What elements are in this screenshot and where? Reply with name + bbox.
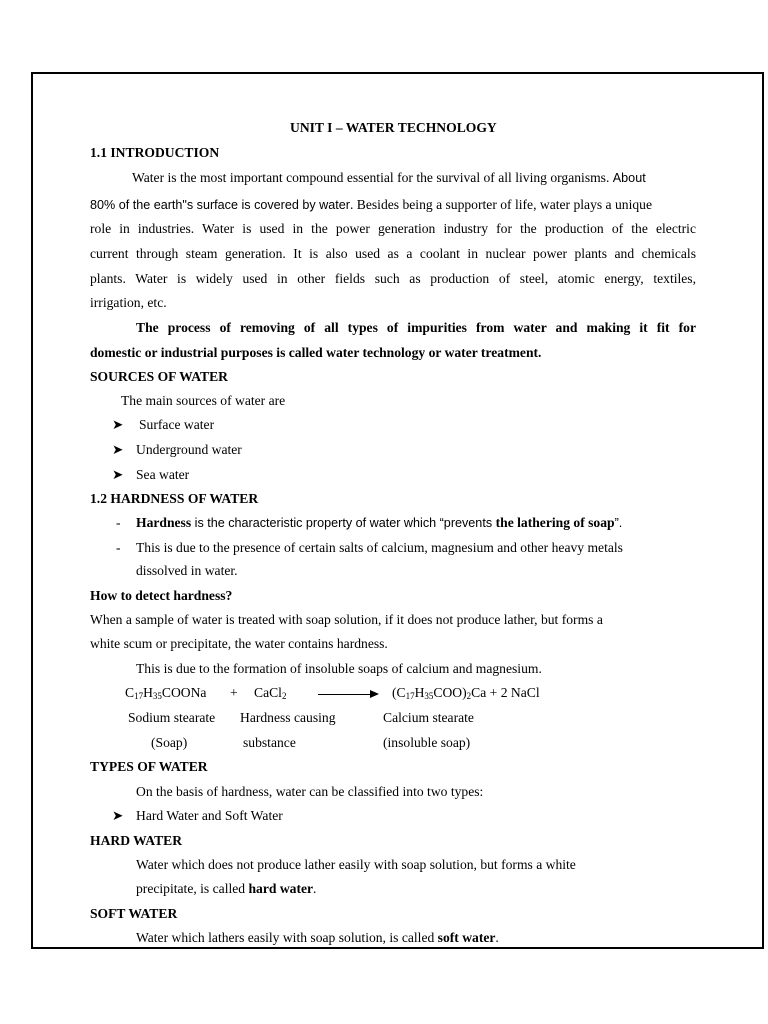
sources-lead: The main sources of water are	[121, 393, 286, 408]
list-item	[112, 467, 190, 483]
section-heading-introduction: 1.1 INTRODUCTION	[90, 145, 220, 160]
section-heading-types: TYPES OF WATER	[90, 759, 208, 774]
subheading-detect-hardness: How to detect hardness?	[90, 588, 233, 603]
reaction-label: substance	[243, 735, 296, 750]
reaction-label: Calcium stearate	[383, 710, 474, 725]
intro-text-sans: About	[612, 171, 646, 185]
hardness-cause-line-2: dissolved in water.	[136, 563, 238, 578]
list-item-label: Underground water	[136, 442, 242, 457]
list-item	[112, 417, 215, 433]
section-heading-soft-water: SOFT WATER	[90, 906, 178, 921]
intro-text: . Besides being a supporter of life, water plays a unique	[349, 197, 652, 212]
intro-paragraph-line-3: role in industries. Water is used in the power generation industry for the production of the electric	[90, 221, 696, 236]
hardness-definition: is the characteristic property of water which “prevents	[191, 516, 496, 530]
section-heading-sources: SOURCES OF WATER	[90, 369, 228, 384]
intro-paragraph-line-2	[90, 197, 652, 213]
hardness-bullet-1	[116, 515, 623, 531]
dash-bullet-icon: -	[116, 540, 121, 555]
reaction-label: (insoluble soap)	[383, 735, 471, 750]
dash-bullet-icon: -	[116, 515, 121, 530]
list-item	[112, 442, 242, 458]
hard-water-line-1: Water which does not produce lather easily with soap solution, but forms a white	[136, 857, 576, 872]
reactant-calcium-chloride: CaCl$_2$	[254, 685, 287, 701]
plus-sign: +	[230, 685, 238, 700]
intro-text-sans: 80% of the earth"s surface is covered by water	[90, 198, 350, 212]
hardness-bullet-2	[116, 540, 623, 556]
definition-line-2: domestic or industrial purposes is called water technology or water treatment.	[90, 345, 542, 360]
arrowhead-bullet-icon: ➤	[112, 808, 124, 823]
hard-water-term: hard water	[248, 881, 314, 896]
hardness-definition-end: ”.	[614, 516, 623, 530]
intro-paragraph-line-4: current through steam generation. It is also used as a coolant in nuclear power plants and chemicals	[90, 246, 696, 261]
reaction-label: (Soap)	[151, 735, 188, 750]
hardness-cause-line-1: This is due to the presence of certain salts of calcium, magnesium and other heavy metals	[136, 540, 623, 555]
page-title: UNIT I – WATER TECHNOLOGY	[290, 120, 497, 135]
hard-water-line-2: precipitate, is called hard water.	[136, 881, 317, 896]
intro-paragraph-line-1	[132, 170, 646, 186]
hardness-term: Hardness	[136, 515, 192, 530]
intro-paragraph-line-6: irrigation, etc.	[90, 295, 167, 310]
list-item	[112, 808, 283, 824]
intro-text: Water is the most important compound essential for the survival of all living organisms.	[132, 170, 610, 185]
reaction-label: Sodium stearate	[128, 710, 216, 725]
list-item-label: Surface water	[139, 417, 215, 432]
intro-paragraph-line-5: plants. Water is widely used in other fields such as production of steel, atomic energy, textiles,	[90, 271, 696, 286]
list-item-label: Hard Water and Soft Water	[136, 808, 283, 823]
detect-line-2: white scum or precipitate, the water contains hardness.	[90, 636, 388, 651]
soft-water-term: soft water	[437, 930, 496, 945]
definition-line-1: The process of removing of all types of impurities from water and making it fit for	[136, 320, 696, 335]
types-lead: On the basis of hardness, water can be classified into two types:	[136, 784, 484, 799]
soft-water-line-1: Water which lathers easily with soap solution, is called soft water.	[136, 930, 499, 945]
reaction-label: Hardness causing	[240, 710, 336, 725]
arrowhead-bullet-icon: ➤	[112, 417, 124, 432]
arrowhead-bullet-icon: ➤	[112, 442, 124, 457]
arrowhead-bullet-icon: ➤	[112, 467, 124, 482]
section-heading-hardness: 1.2 HARDNESS OF WATER	[90, 491, 259, 506]
right-arrow-icon	[318, 688, 380, 700]
detect-line-1: When a sample of water is treated with soap solution, if it does not produce lather, but forms a	[90, 612, 603, 627]
product-calcium-stearate: $(C_{17}H_{35}COO)_2Ca + 2$ NaCl	[392, 685, 540, 701]
reactant-sodium-stearate: $C_{17}H_{35}COONa$	[125, 685, 207, 701]
section-heading-hard-water: HARD WATER	[90, 833, 183, 848]
list-item-label: Sea water	[136, 467, 190, 482]
hardness-key-phrase: the lathering of soap	[495, 515, 615, 530]
formation-line: This is due to the formation of insoluble soaps of calcium and magnesium.	[136, 661, 542, 676]
